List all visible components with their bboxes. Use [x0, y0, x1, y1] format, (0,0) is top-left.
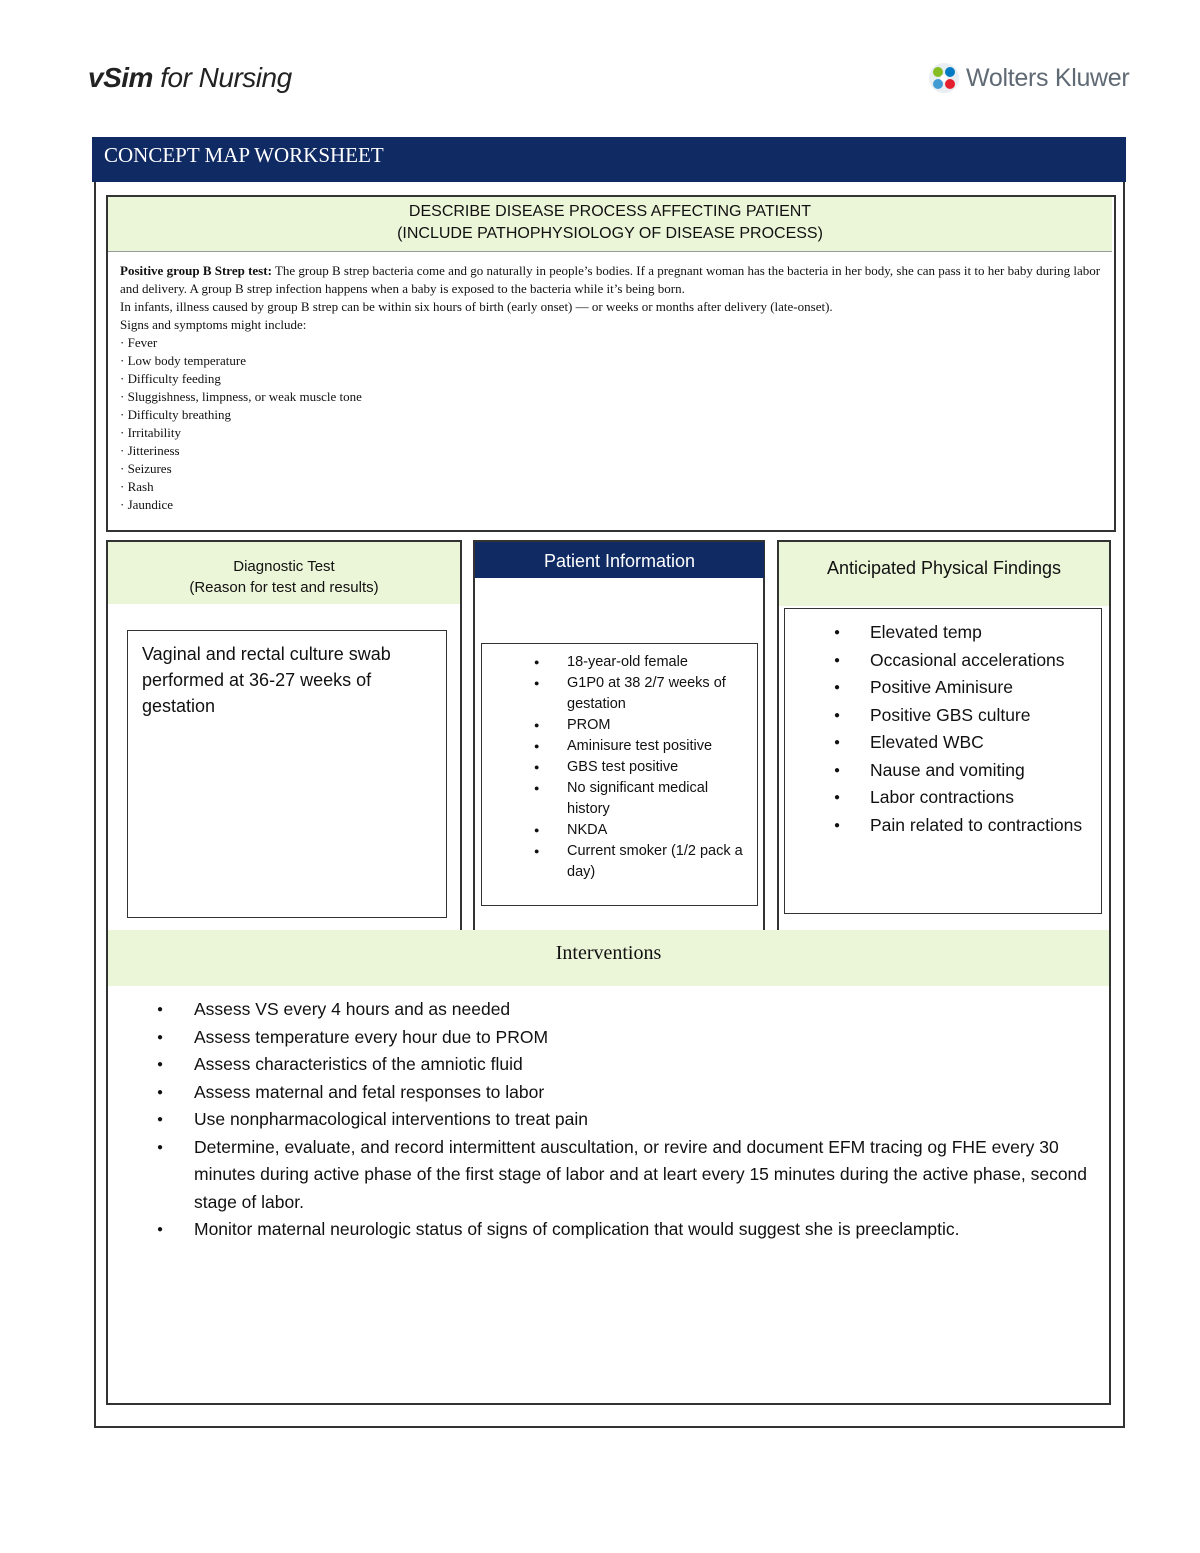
patient-info-list [482, 652, 747, 883]
symptom-item: · Jaundice [120, 496, 1105, 514]
symptom-item: · Sluggishness, limpness, or weak muscle tone [120, 388, 1105, 406]
intervention-item: ● Use nonpharmacological interventions to treat pain [194, 1106, 1108, 1134]
symptom-list [120, 334, 1105, 514]
symptom-item: · Seizures [120, 460, 1105, 478]
finding-item: ● Positive Aminisure [870, 674, 1093, 702]
patient-information-header: Patient Information [475, 542, 764, 578]
symptom-item: · Fever [120, 334, 1105, 352]
interventions-header: Interventions [108, 930, 1109, 986]
disease-paragraph [120, 262, 1105, 298]
intervention-item: ● Assess maternal and fetal responses to labor [194, 1079, 1108, 1107]
interventions-list-container [108, 996, 1108, 1244]
worksheet-title: CONCEPT MAP WORKSHEET [92, 137, 1126, 182]
diagnostic-test-header [108, 542, 460, 604]
patient-info-item: ● Aminisure test positive [567, 736, 747, 757]
patient-information-box [481, 643, 758, 906]
patient-info-item: ● 18-year-old female [567, 652, 747, 673]
wolters-kluwer-logo [928, 62, 1129, 94]
intervention-item: ● Assess characteristics of the amniotic fluid [194, 1051, 1108, 1079]
finding-item: ● Pain related to contractions [870, 812, 1093, 840]
symptom-item: · Difficulty breathing [120, 406, 1105, 424]
disease-text3: Signs and symptoms might include: [120, 317, 307, 332]
diagnostic-header-line1: Diagnostic Test [233, 558, 335, 575]
patient-info-item: ● PROM [567, 715, 747, 736]
diagnostic-header-line2: (Reason for test and results) [189, 579, 379, 596]
intervention-item: ● Monitor maternal neurologic status of signs of complication that would suggest she is preeclamptic. [194, 1216, 1108, 1244]
finding-item: ● Elevated temp [870, 619, 1093, 647]
publisher-name: Wolters Kluwer [966, 63, 1130, 92]
intervention-item: ● Determine, evaluate, and record intermittent auscultation, or revire and document EFM tracing og FHE every 30 minutes during active phase of the first stage of labor and at leart every 15 minutes during the active phase, second stage of labor. [194, 1134, 1108, 1217]
finding-item: ● Labor contractions [870, 784, 1093, 812]
vsim-brand: vSim [88, 62, 153, 93]
disease-lead: Positive group B Strep test: [120, 263, 272, 278]
disease-process-header [108, 197, 1112, 252]
intervention-item: ● Assess temperature every hour due to PROM [194, 1024, 1108, 1052]
vsim-brand-suffix: for Nursing [152, 62, 292, 93]
finding-item: ● Nause and vomiting [870, 757, 1093, 785]
disease-process-body [120, 262, 1105, 514]
patient-info-item: ● G1P0 at 38 2/7 weeks of gestation [567, 673, 747, 715]
patient-info-item: ● Current smoker (1/2 pack a day) [567, 841, 747, 883]
symptom-item: · Jitteriness [120, 442, 1105, 460]
vsim-logo [88, 62, 292, 94]
patient-info-item: ● No significant medical history [567, 778, 747, 820]
disease-text1: The group B strep bacteria come and go naturally in people’s bodies. If a pregnant woman has the bacteria in her body, she can pass it to her baby during labor and delivery. A group B strep infection happens when a baby is exposed to the bacteria while it’s being born. [120, 263, 1101, 296]
findings-list [785, 619, 1093, 839]
patient-info-item: ● GBS test positive [567, 757, 747, 778]
wolters-kluwer-mark-icon [928, 62, 960, 94]
finding-item: ● Occasional accelerations [870, 647, 1093, 675]
finding-item: ● Positive GBS culture [870, 702, 1093, 730]
disease-header-line2: (INCLUDE PATHOPHYSIOLOGY OF DISEASE PROCESS) [397, 225, 823, 242]
interventions-list [108, 996, 1108, 1244]
symptom-item: · Difficulty feeding [120, 370, 1105, 388]
intervention-item: ● Assess VS every 4 hours and as needed [194, 996, 1108, 1024]
disease-text2: In infants, illness caused by group B strep can be within six hours of birth (early onset) — or weeks or months after delivery (late-onset). [120, 299, 833, 314]
symptom-item: · Low body temperature [120, 352, 1105, 370]
finding-item: ● Elevated WBC [870, 729, 1093, 757]
diagnostic-test-text: Vaginal and rectal culture swab performed at 36-27 weeks of gestation [127, 630, 447, 918]
symptom-item: · Irritability [120, 424, 1105, 442]
symptom-item: · Rash [120, 478, 1105, 496]
patient-info-item: ● NKDA [567, 820, 747, 841]
disease-header-line1: DESCRIBE DISEASE PROCESS AFFECTING PATIENT [408, 203, 812, 220]
physical-findings-box [784, 608, 1102, 914]
physical-findings-header: Anticipated Physical Findings [779, 542, 1109, 606]
